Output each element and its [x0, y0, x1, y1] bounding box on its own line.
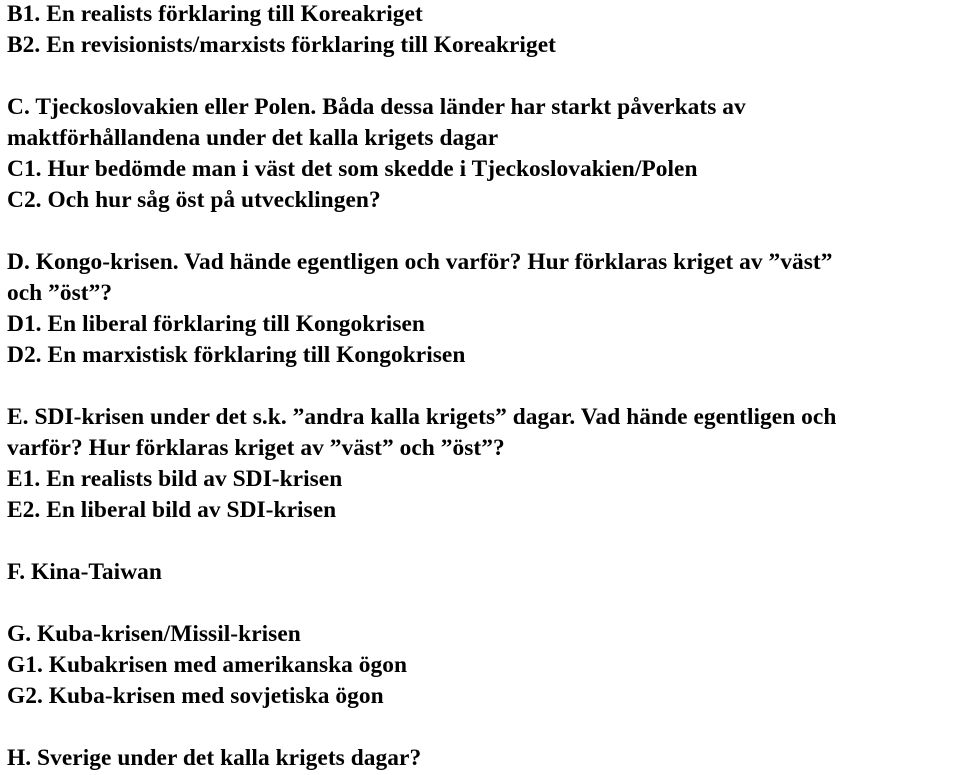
heading-e-line-1: E. SDI-krisen under det s.k. ”andra kalla krigets” dagar. Vad hände egentligen och: [7, 404, 837, 430]
spacer: [7, 526, 957, 557]
item-d1: D1. En liberal förklaring till Kongokrisen: [7, 311, 425, 337]
heading-h: H. Sverige under det kalla krigets dagar?: [7, 745, 422, 771]
item-g1: G1. Kubakrisen med amerikanska ögon: [7, 652, 408, 678]
spacer: [7, 61, 957, 92]
heading-d-line-2: och ”öst”?: [7, 280, 113, 306]
spacer: [7, 371, 957, 402]
spacer: [7, 216, 957, 247]
item-b2: B2. En revisionists/marxists förklaring till Koreakriget: [7, 32, 556, 58]
heading-c-line-1: C. Tjeckoslovakien eller Polen. Båda dessa länder har starkt påverkats av: [7, 94, 746, 120]
heading-e-line-2: varför? Hur förklaras kriget av ”väst” och ”öst”?: [7, 435, 505, 461]
spacer: [7, 588, 957, 619]
heading-f: F. Kina-Taiwan: [7, 559, 162, 585]
heading-d-line-1: D. Kongo-krisen. Vad hände egentligen och varför? Hur förklaras kriget av ”väst”: [7, 249, 833, 275]
item-c2: C2. Och hur såg öst på utvecklingen?: [7, 187, 381, 213]
item-b1: B1. En realists förklaring till Koreakriget: [7, 1, 423, 27]
document-page: [7, 0, 957, 774]
heading-c-line-2: maktförhållandena under det kalla krigets dagar: [7, 125, 499, 151]
item-g2: G2. Kuba-krisen med sovjetiska ögon: [7, 683, 384, 709]
heading-g: G. Kuba-krisen/Missil-krisen: [7, 621, 301, 647]
item-c1: C1. Hur bedömde man i väst det som skedde i Tjeckoslovakien/Polen: [7, 156, 698, 182]
item-d2: D2. En marxistisk förklaring till Kongokrisen: [7, 342, 466, 368]
item-e2: E2. En liberal bild av SDI-krisen: [7, 497, 337, 523]
spacer: [7, 712, 957, 743]
item-e1: E1. En realists bild av SDI-krisen: [7, 466, 343, 492]
